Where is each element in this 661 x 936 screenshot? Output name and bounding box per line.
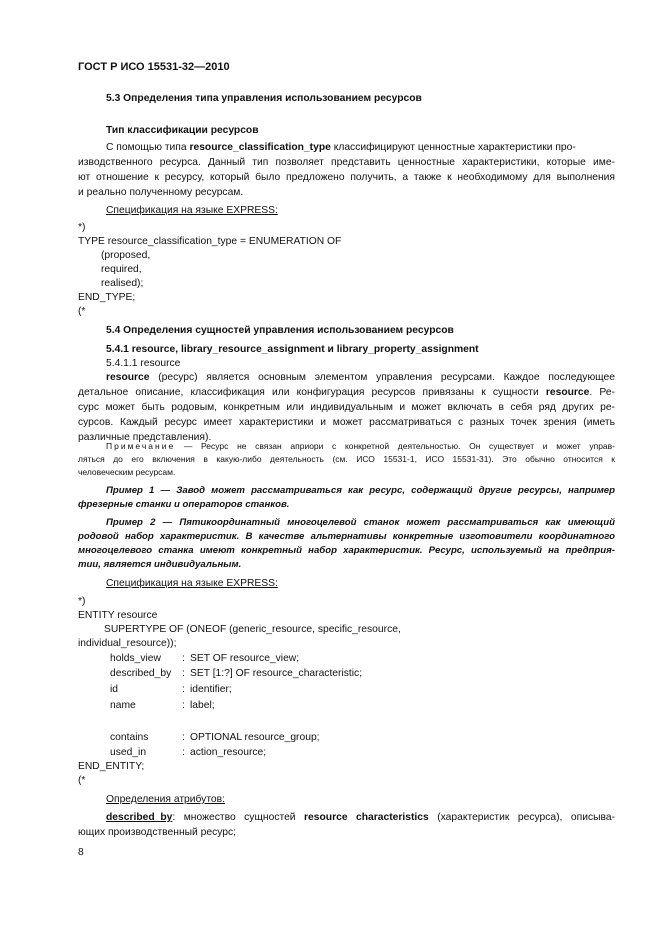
code-line: *) (78, 596, 86, 607)
def-line1: described_by: множество сущностей resource characteristics (характеристик ресурса), описыва- (106, 812, 616, 823)
s54-para-line5: различные представления). (78, 432, 212, 443)
s53-para-line4: и реально полученному ресурсам. (78, 187, 244, 198)
code-line: TYPE resource_classification_type = ENUMERATION OF (78, 236, 342, 247)
example-2-line2: родовой набор характеристик. В качестве альтернативы конкретные изготовители координатного (78, 531, 615, 542)
example-1-line1: Пример 1 — Завод может рассматриваться как ресурс, содержащий другие ресурсы, например (106, 485, 615, 496)
note-line2: ляться до его включения в какую-либо деятельность (см. ИСО 15531-1, ИСО 15531-31). Это обычно относится к (78, 454, 615, 464)
s53-para-line1: С помощью типа resource_classification_type классифицируют ценностные характеристики про- (106, 142, 576, 153)
note-label: Примечание (106, 441, 176, 451)
code-line: realised); (101, 278, 144, 289)
standard-header: ГОСТ Р ИСО 15531-32—2010 (78, 61, 230, 73)
code-line: ENTITY resource (78, 610, 158, 621)
page-number: 8 (78, 847, 84, 858)
s54-para-line3: сурс может быть родовым, конкретным или индивидуальным и может включать в себя ряд других ре- (78, 402, 615, 413)
example-2-line1: Пример 2 — Пятикоординатный многоцелевой станок может рассматриваться как имеющий (106, 517, 615, 528)
code-line: (* (78, 775, 86, 786)
code-line: (* (78, 306, 86, 317)
code-line: (proposed, (101, 250, 151, 261)
subsection-5-4-1-1-text: 5.4.1.1 resource (106, 358, 181, 369)
type-subheading: Тип классификации ресурсов (106, 125, 259, 136)
subsection-5-4-1: 5.4.1 resource, library_resource_assignment и library_property_assignment (106, 344, 479, 355)
attribute-definitions-label: Определения атрибутов: (106, 794, 225, 805)
code-line: END_ENTITY; (78, 761, 145, 772)
subsection-5-4-1-1 (106, 356, 180, 371)
s54-para-line1: resource (ресурс) является основным элементом управления ресурсами. Каждое последующее (106, 372, 615, 383)
example-2-line3: многоцелевого станка имеют конкретный набор характеристик. Ресурс, используемый на предприя- (78, 545, 615, 556)
s53-para-line2: изводственного ресурса. Данный тип позволяет представить ценностные характеристики, которые име- (78, 157, 615, 168)
document-page: ГОСТ Р ИСО 15531-32—2010 5.3 Определения типа управления использованием ресурсов Тип классификации ресурсов С помощью типа resource_classification_type классифицируют ценностные характеристики про- изводственного ресурса. Данный тип позволяет представить ценностные характеристики, которые име- ют отношение к ресурсу, который было предложено получить, а также к необходимому для выполнения и реально полученному ресурсам. Спецификация на языке EXPRESS: *) TYPE resource_classification_type = ENUMERATION OF (proposed, required, realised); END_TYPE; (* 5.4 Определения сущностей управления использованием ресурсов 5.4.1 resource, library_resource_assignment и library_property_assignment 5.4.1.1 resource resource (ресурс) является основным элементом управления ресурсами. Каждое последующее детальное описание, классификация или конфигурация ресурсов привязаны к сущности resource. Ре- сурс может быть родовым, конкретным или индивидуальным и может включать в себя ряд других ре- сурсов. Каждый ресурс имеет характеристики и может рассматриваться с разных точек зрения (иметь различные представления). Примечание — Ресурс не связан априори с конкретной деятельностью. Он существует и может управ- ляться до его включения в какую-либо деятельность (см. ИСО 15531-1, ИСО 15531-31). Это обычно относится к человеческим ресурсам. Пример 1 — Завод может рассматриваться как ресурс, содержащий другие ресурсы, например фрезерные станки и операторов станков. Пример 2 — Пятикоординатный многоцелевой станок может рассматриваться как имеющий родовой набор характеристик. В качестве альтернативы конкретные изготовители координатного многоцелевого станка имеют конкретный набор характеристик. Ресурс, используемый на предприя- тии, является индивидуальным. Спецификация на языке EXPRESS: *) ENTITY resource SUPERTYPE OF (ONEOF (generic_resource, specific_resource, individual_resource)); holds_view : SET OF resource_view; described_by : SET [1:?] OF resource_characteristic; id : identifier; name : label; contains : OPTIONAL resource_group; used_in : action_resource; END_ENTITY; (* Определения атрибутов: described_by: множество сущностей resource characteristics (характеристик ресурса), описыва- ющих производственный ресурс; 8 (78, 61, 616, 858)
code-line: END_TYPE; (78, 292, 136, 303)
code-line: individual_resource)); (78, 638, 177, 649)
section-5-3-heading: 5.3 Определения типа управления использованием ресурсов (106, 93, 422, 104)
code-line: required, (101, 264, 142, 275)
s53-para-line3: ют отношение к ресурсу, который было предложено получить, а также к необходимому для выполнения (78, 172, 615, 183)
example-1-line2: фрезерные станки и операторов станков. (78, 499, 290, 510)
express-spec-label-2: Спецификация на языке EXPRESS: (106, 578, 278, 589)
s54-para-line2: детальное описание, классификация или конфигурация ресурсов привязаны к сущности resource. Ре- (78, 387, 615, 398)
type-name-bold: resource_classification_type (189, 142, 331, 153)
section-5-4-heading: 5.4 Определения сущностей управления использованием ресурсов (106, 325, 454, 336)
code-line: *) (78, 222, 86, 233)
code-line: SUPERTYPE OF (ONEOF (generic_resource, specific_resource, (104, 624, 401, 635)
express-spec-label-1: Спецификация на языке EXPRESS: (106, 205, 278, 216)
example-2-line4: тии, является индивидуальным. (78, 559, 242, 570)
note-line1: Примечание — Ресурс не связан априори с конкретной деятельностью. Он существует и может управ- (106, 441, 615, 451)
def-line2: ющих производственный ресурс; (78, 827, 237, 838)
s54-para-line4: сурсов. Каждый ресурс имеет характеристики и может рассматриваться с разных точек зрения (иметь (78, 417, 615, 428)
note-line3: человеческим ресурсам. (78, 467, 176, 477)
